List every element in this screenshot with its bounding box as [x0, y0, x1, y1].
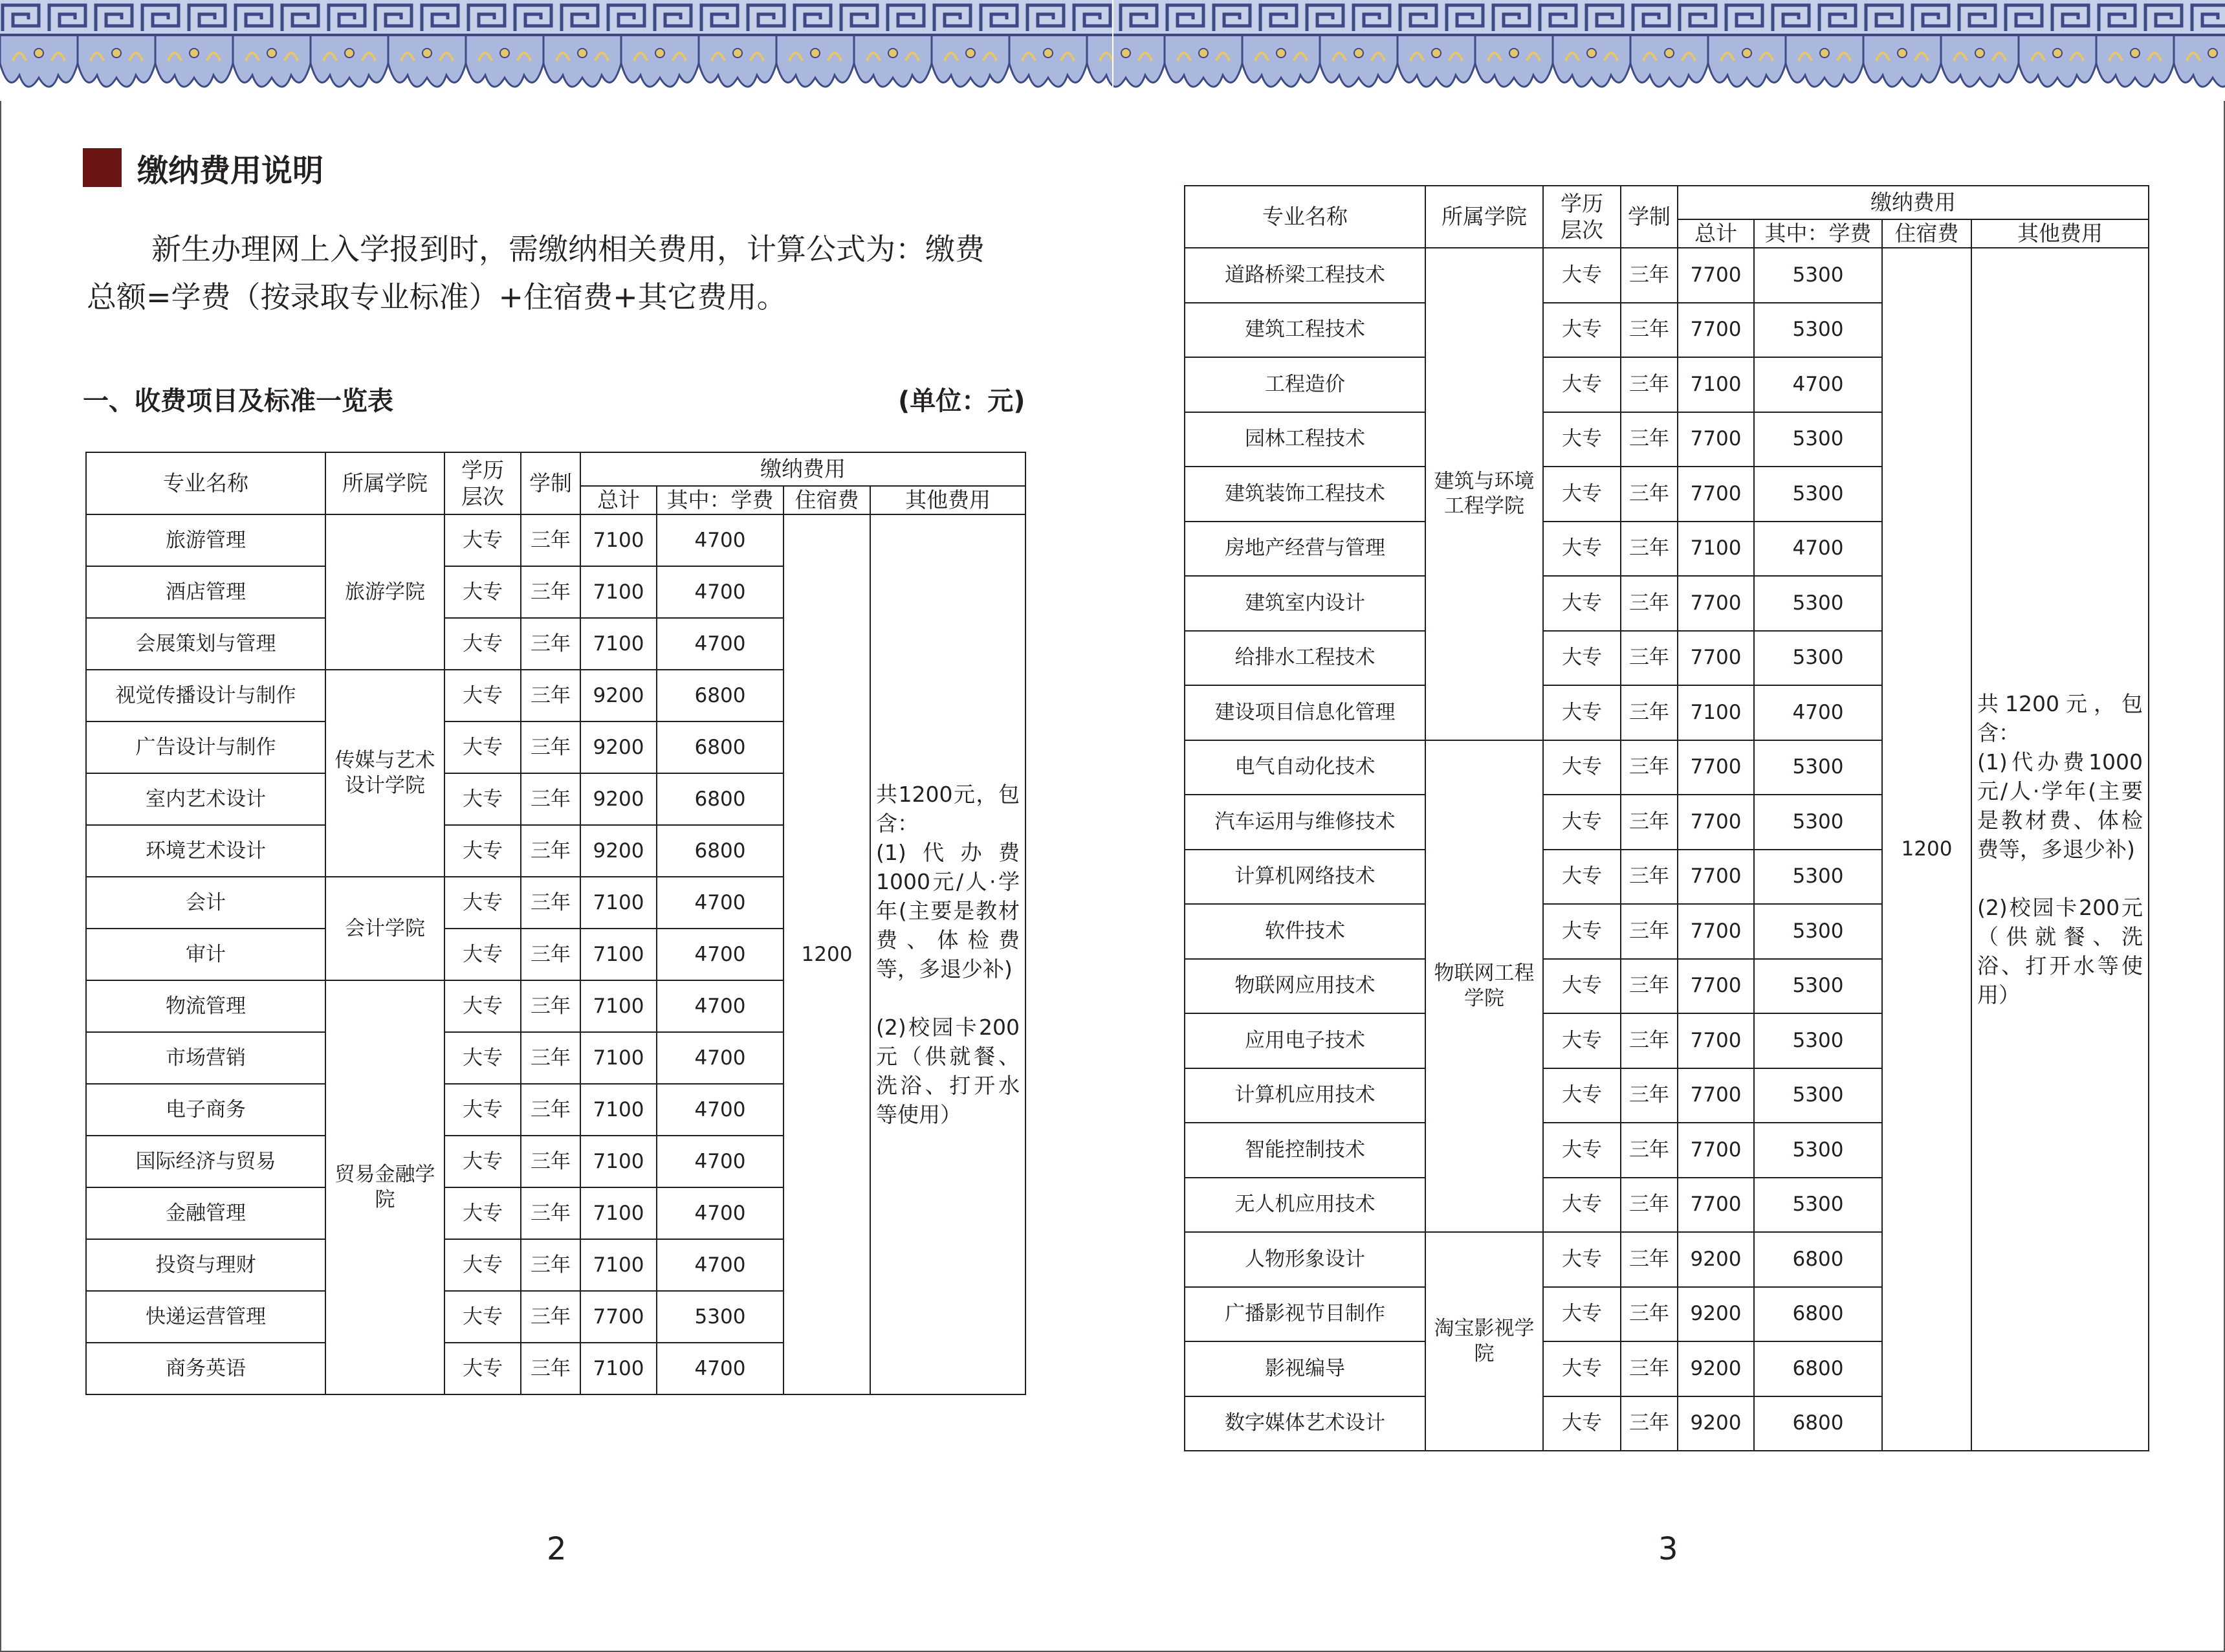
header-fees: 缴纳费用 [580, 452, 1025, 486]
education-level: 大专 [1543, 850, 1621, 905]
total-fee: 7100 [580, 566, 657, 618]
study-duration: 三年 [521, 721, 580, 773]
page-spine [1112, 0, 1113, 101]
header-duration: 学制 [521, 452, 580, 514]
total-fee: 9200 [580, 825, 657, 877]
education-level: 大专 [1543, 795, 1621, 850]
study-duration: 三年 [521, 877, 580, 929]
study-duration: 三年 [1621, 685, 1678, 740]
total-fee: 7100 [580, 1032, 657, 1084]
total-fee: 7100 [580, 1187, 657, 1239]
education-level: 大专 [444, 1343, 521, 1394]
tuition-fee: 4700 [657, 514, 784, 566]
study-duration: 三年 [1621, 959, 1678, 1014]
tuition-fee: 4700 [657, 1187, 784, 1239]
tuition-fee: 4700 [657, 1136, 784, 1187]
education-level: 大专 [1543, 1232, 1621, 1287]
education-level: 大专 [1543, 1178, 1621, 1233]
tuition-fee: 5300 [1754, 303, 1882, 358]
major-name: 软件技术 [1185, 904, 1425, 959]
study-duration: 三年 [521, 1187, 580, 1239]
table-section-title: 一、收费项目及标准一览表 [83, 386, 393, 416]
other-fee-line: (1)代办费1000元/人·学年(主要是教材费、体检费等，多退少补) [876, 840, 1020, 982]
major-name: 房地产经营与管理 [1185, 522, 1425, 577]
total-fee: 7100 [580, 1084, 657, 1136]
major-name: 建筑室内设计 [1185, 576, 1425, 631]
total-fee: 7700 [1678, 248, 1754, 303]
education-level: 大专 [444, 773, 521, 825]
major-name: 审计 [86, 929, 325, 980]
study-duration: 三年 [521, 1343, 580, 1394]
major-name: 快递运营管理 [86, 1291, 325, 1343]
tuition-fee: 4700 [657, 877, 784, 929]
header-major: 专业名称 [1185, 186, 1425, 248]
study-duration: 三年 [1621, 1396, 1678, 1451]
total-fee: 7100 [580, 1136, 657, 1187]
study-duration: 三年 [1621, 740, 1678, 795]
total-fee: 7700 [1678, 412, 1754, 467]
tuition-fee: 4700 [657, 1343, 784, 1394]
total-fee: 7700 [1678, 850, 1754, 905]
education-level: 大专 [444, 1136, 521, 1187]
college-name: 建筑与环境工程学院 [1425, 248, 1543, 740]
study-duration: 三年 [521, 670, 580, 721]
total-fee: 9200 [580, 773, 657, 825]
education-level: 大专 [1543, 1287, 1621, 1342]
fee-table-right [1184, 185, 2149, 1451]
major-name: 投资与理财 [86, 1239, 325, 1291]
education-level: 大专 [1543, 1013, 1621, 1068]
major-name: 会计 [86, 877, 325, 929]
tuition-fee: 5300 [1754, 467, 1882, 522]
major-name: 旅游管理 [86, 514, 325, 566]
tuition-fee: 5300 [1754, 740, 1882, 795]
major-name: 会展策划与管理 [86, 618, 325, 670]
total-fee: 7100 [1678, 357, 1754, 412]
education-level: 大专 [444, 1084, 521, 1136]
education-level: 大专 [444, 670, 521, 721]
other-fee-line: (1)代办费1000元/人·学年(主要是教材费、体检费等，多退少补) [1977, 749, 2143, 862]
major-name: 建筑装饰工程技术 [1185, 467, 1425, 522]
major-name: 商务英语 [86, 1343, 325, 1394]
study-duration: 三年 [1621, 522, 1678, 577]
total-fee: 7100 [580, 514, 657, 566]
study-duration: 三年 [1621, 1232, 1678, 1287]
total-fee: 7100 [580, 618, 657, 670]
education-level: 大专 [1543, 248, 1621, 303]
total-fee: 9200 [580, 670, 657, 721]
table-header-row [1185, 186, 2149, 219]
header-level-line1: 学历 [1561, 190, 1603, 216]
education-level: 大专 [1543, 1068, 1621, 1123]
major-name: 国际经济与贸易 [86, 1136, 325, 1187]
tuition-fee: 5300 [1754, 959, 1882, 1014]
study-duration: 三年 [521, 1291, 580, 1343]
total-fee: 7100 [1678, 685, 1754, 740]
major-name: 视觉传播设计与制作 [86, 670, 325, 721]
study-duration: 三年 [521, 1084, 580, 1136]
education-level: 大专 [444, 1239, 521, 1291]
header-tuition: 其中：学费 [657, 486, 784, 514]
study-duration: 三年 [521, 566, 580, 618]
education-level: 大专 [444, 514, 521, 566]
major-name: 金融管理 [86, 1187, 325, 1239]
study-duration: 三年 [521, 1032, 580, 1084]
study-duration: 三年 [1621, 1068, 1678, 1123]
heading-title: 缴纳费用说明 [137, 152, 324, 189]
total-fee: 7700 [1678, 467, 1754, 522]
header-level-line2: 层次 [1561, 217, 1603, 243]
major-name: 计算机应用技术 [1185, 1068, 1425, 1123]
total-fee: 7700 [1678, 959, 1754, 1014]
major-name: 物流管理 [86, 980, 325, 1032]
tuition-fee: 5300 [1754, 412, 1882, 467]
header-total: 总计 [1678, 219, 1754, 248]
tuition-fee: 4700 [1754, 685, 1882, 740]
major-name: 室内艺术设计 [86, 773, 325, 825]
header-level [444, 452, 521, 514]
education-level: 大专 [1543, 959, 1621, 1014]
tuition-fee: 5300 [1754, 1123, 1882, 1178]
study-duration: 三年 [521, 773, 580, 825]
total-fee: 7100 [580, 1239, 657, 1291]
total-fee: 7100 [580, 1343, 657, 1394]
total-fee: 7700 [1678, 631, 1754, 686]
major-name: 影视编导 [1185, 1341, 1425, 1396]
college-name: 旅游学院 [325, 514, 444, 670]
table-header-row [86, 452, 1025, 486]
other-fee-gap [876, 984, 1020, 1013]
education-level: 大专 [444, 566, 521, 618]
study-duration: 三年 [1621, 1123, 1678, 1178]
tuition-fee: 4700 [657, 1084, 784, 1136]
education-level: 大专 [1543, 522, 1621, 577]
tuition-fee: 6800 [657, 773, 784, 825]
education-level: 大专 [444, 1291, 521, 1343]
header-other: 其他费用 [870, 486, 1025, 514]
study-duration: 三年 [1621, 1013, 1678, 1068]
tuition-fee: 5300 [1754, 1178, 1882, 1233]
education-level: 大专 [1543, 467, 1621, 522]
total-fee: 7700 [1678, 1013, 1754, 1068]
unit-label: (单位：元) [898, 386, 1025, 416]
education-level: 大专 [1543, 1123, 1621, 1178]
tuition-fee: 5300 [1754, 631, 1882, 686]
total-fee: 7100 [580, 980, 657, 1032]
study-duration: 三年 [1621, 412, 1678, 467]
other-fee-line: (2)校园卡200元（供就餐、洗浴、打开水等使用） [876, 1015, 1020, 1127]
study-duration: 三年 [1621, 795, 1678, 850]
tuition-fee: 5300 [1754, 1013, 1882, 1068]
major-name: 广播影视节目制作 [1185, 1287, 1425, 1342]
tuition-fee: 6800 [657, 825, 784, 877]
study-duration: 三年 [1621, 576, 1678, 631]
education-level: 大专 [444, 825, 521, 877]
tuition-fee: 5300 [1754, 248, 1882, 303]
header-college: 所属学院 [325, 452, 444, 514]
dorm-fee: 1200 [784, 514, 870, 1394]
total-fee: 7100 [580, 877, 657, 929]
study-duration: 三年 [1621, 357, 1678, 412]
education-level: 大专 [1543, 303, 1621, 358]
header-dorm: 住宿费 [784, 486, 870, 514]
page-number-right: 3 [1658, 1531, 1678, 1567]
total-fee: 9200 [1678, 1396, 1754, 1451]
study-duration: 三年 [1621, 248, 1678, 303]
study-duration: 三年 [521, 514, 580, 566]
tuition-fee: 4700 [657, 929, 784, 980]
other-fee [870, 514, 1025, 1394]
study-duration: 三年 [1621, 904, 1678, 959]
study-duration: 三年 [1621, 1341, 1678, 1396]
major-name: 电子商务 [86, 1084, 325, 1136]
major-name: 物联网应用技术 [1185, 959, 1425, 1014]
header-duration: 学制 [1621, 186, 1678, 248]
header-major: 专业名称 [86, 452, 325, 514]
header-tuition: 其中：学费 [1754, 219, 1882, 248]
college-name: 贸易金融学院 [325, 980, 444, 1394]
table-row [1185, 248, 2149, 303]
intro-line-1: 新生办理网上入学报到时，需缴纳相关费用，计算公式为：缴费 [151, 232, 985, 267]
college-name: 物联网工程学院 [1425, 740, 1543, 1233]
major-name: 工程造价 [1185, 357, 1425, 412]
tuition-fee: 4700 [657, 566, 784, 618]
study-duration: 三年 [1621, 850, 1678, 905]
total-fee: 7700 [1678, 795, 1754, 850]
header-level-line1: 学历 [461, 457, 504, 483]
header-total: 总计 [580, 486, 657, 514]
education-level: 大专 [444, 877, 521, 929]
tuition-fee: 6800 [1754, 1287, 1882, 1342]
college-name: 传媒与艺术设计学院 [325, 670, 444, 877]
major-name: 汽车运用与维修技术 [1185, 795, 1425, 850]
major-name: 建设项目信息化管理 [1185, 685, 1425, 740]
study-duration: 三年 [521, 929, 580, 980]
education-level: 大专 [444, 721, 521, 773]
college-name: 淘宝影视学院 [1425, 1232, 1543, 1451]
total-fee: 7700 [1678, 740, 1754, 795]
study-duration: 三年 [1621, 1178, 1678, 1233]
tuition-fee: 6800 [1754, 1396, 1882, 1451]
education-level: 大专 [1543, 1396, 1621, 1451]
education-level: 大专 [444, 1187, 521, 1239]
major-name: 人物形象设计 [1185, 1232, 1425, 1287]
study-duration: 三年 [1621, 467, 1678, 522]
study-duration: 三年 [1621, 631, 1678, 686]
major-name: 计算机网络技术 [1185, 850, 1425, 905]
education-level: 大专 [1543, 357, 1621, 412]
total-fee: 7700 [1678, 1068, 1754, 1123]
education-level: 大专 [444, 980, 521, 1032]
tuition-fee: 5300 [1754, 850, 1882, 905]
education-level: 大专 [1543, 576, 1621, 631]
total-fee: 9200 [1678, 1232, 1754, 1287]
study-duration: 三年 [521, 618, 580, 670]
heading-square-icon [83, 148, 122, 187]
major-name: 道路桥梁工程技术 [1185, 248, 1425, 303]
total-fee: 9200 [1678, 1341, 1754, 1396]
education-level: 大专 [444, 618, 521, 670]
major-name: 数字媒体艺术设计 [1185, 1396, 1425, 1451]
education-level: 大专 [1543, 904, 1621, 959]
tuition-fee: 4700 [657, 980, 784, 1032]
fee-table-left [85, 452, 1026, 1395]
header-college: 所属学院 [1425, 186, 1543, 248]
dorm-fee: 1200 [1882, 248, 1971, 1451]
tuition-fee: 5300 [1754, 576, 1882, 631]
major-name: 建筑工程技术 [1185, 303, 1425, 358]
other-fee-line: (2)校园卡200元（供就餐、洗浴、打开水等使用） [1977, 895, 2143, 1008]
study-duration: 三年 [1621, 1287, 1678, 1342]
page-number-left: 2 [547, 1531, 567, 1567]
education-level: 大专 [1543, 685, 1621, 740]
major-name: 电气自动化技术 [1185, 740, 1425, 795]
header-level [1543, 186, 1621, 248]
major-name: 酒店管理 [86, 566, 325, 618]
total-fee: 7100 [580, 929, 657, 980]
tuition-fee: 4700 [1754, 357, 1882, 412]
total-fee: 7100 [1678, 522, 1754, 577]
major-name: 园林工程技术 [1185, 412, 1425, 467]
study-duration: 三年 [521, 980, 580, 1032]
major-name: 给排水工程技术 [1185, 631, 1425, 686]
tuition-fee: 6800 [1754, 1232, 1882, 1287]
other-fee-gap [1977, 864, 2143, 893]
college-name: 会计学院 [325, 877, 444, 980]
tuition-fee: 6800 [1754, 1341, 1882, 1396]
major-name: 环境艺术设计 [86, 825, 325, 877]
intro-paragraph [87, 225, 1038, 321]
study-duration: 三年 [521, 1136, 580, 1187]
tuition-fee: 5300 [1754, 1068, 1882, 1123]
tuition-fee: 4700 [1754, 522, 1882, 577]
study-duration: 三年 [1621, 303, 1678, 358]
major-name: 广告设计与制作 [86, 721, 325, 773]
total-fee: 7700 [1678, 904, 1754, 959]
education-level: 大专 [1543, 631, 1621, 686]
total-fee: 9200 [1678, 1287, 1754, 1342]
tuition-fee: 5300 [1754, 904, 1882, 959]
tuition-fee: 4700 [657, 618, 784, 670]
major-name: 无人机应用技术 [1185, 1178, 1425, 1233]
total-fee: 7700 [1678, 1178, 1754, 1233]
major-name: 市场营销 [86, 1032, 325, 1084]
major-name: 应用电子技术 [1185, 1013, 1425, 1068]
tuition-fee: 4700 [657, 1032, 784, 1084]
other-fee [1971, 248, 2149, 1451]
tuition-fee: 4700 [657, 1239, 784, 1291]
header-dorm: 住宿费 [1882, 219, 1971, 248]
section-heading [83, 146, 323, 189]
education-level: 大专 [1543, 740, 1621, 795]
education-level: 大专 [1543, 1341, 1621, 1396]
study-duration: 三年 [521, 825, 580, 877]
tuition-fee: 6800 [657, 670, 784, 721]
other-fee-line: 共1200元，包含： [1977, 691, 2143, 745]
education-level: 大专 [444, 929, 521, 980]
total-fee: 9200 [580, 721, 657, 773]
education-level: 大专 [444, 1032, 521, 1084]
other-fee-line: 共1200元，包含： [876, 782, 1020, 836]
education-level: 大专 [1543, 412, 1621, 467]
total-fee: 7700 [1678, 576, 1754, 631]
major-name: 智能控制技术 [1185, 1123, 1425, 1178]
tuition-fee: 5300 [1754, 795, 1882, 850]
table-row [86, 514, 1025, 566]
study-duration: 三年 [521, 1239, 580, 1291]
header-fees: 缴纳费用 [1678, 186, 2149, 219]
header-level-line2: 层次 [461, 484, 504, 509]
intro-line-2: 总额=学费（按录取专业标准）+住宿费+其它费用。 [87, 280, 787, 314]
tuition-fee: 6800 [657, 721, 784, 773]
tuition-fee: 5300 [657, 1291, 784, 1343]
total-fee: 7700 [580, 1291, 657, 1343]
total-fee: 7700 [1678, 1123, 1754, 1178]
total-fee: 7700 [1678, 303, 1754, 358]
header-other: 其他费用 [1971, 219, 2149, 248]
